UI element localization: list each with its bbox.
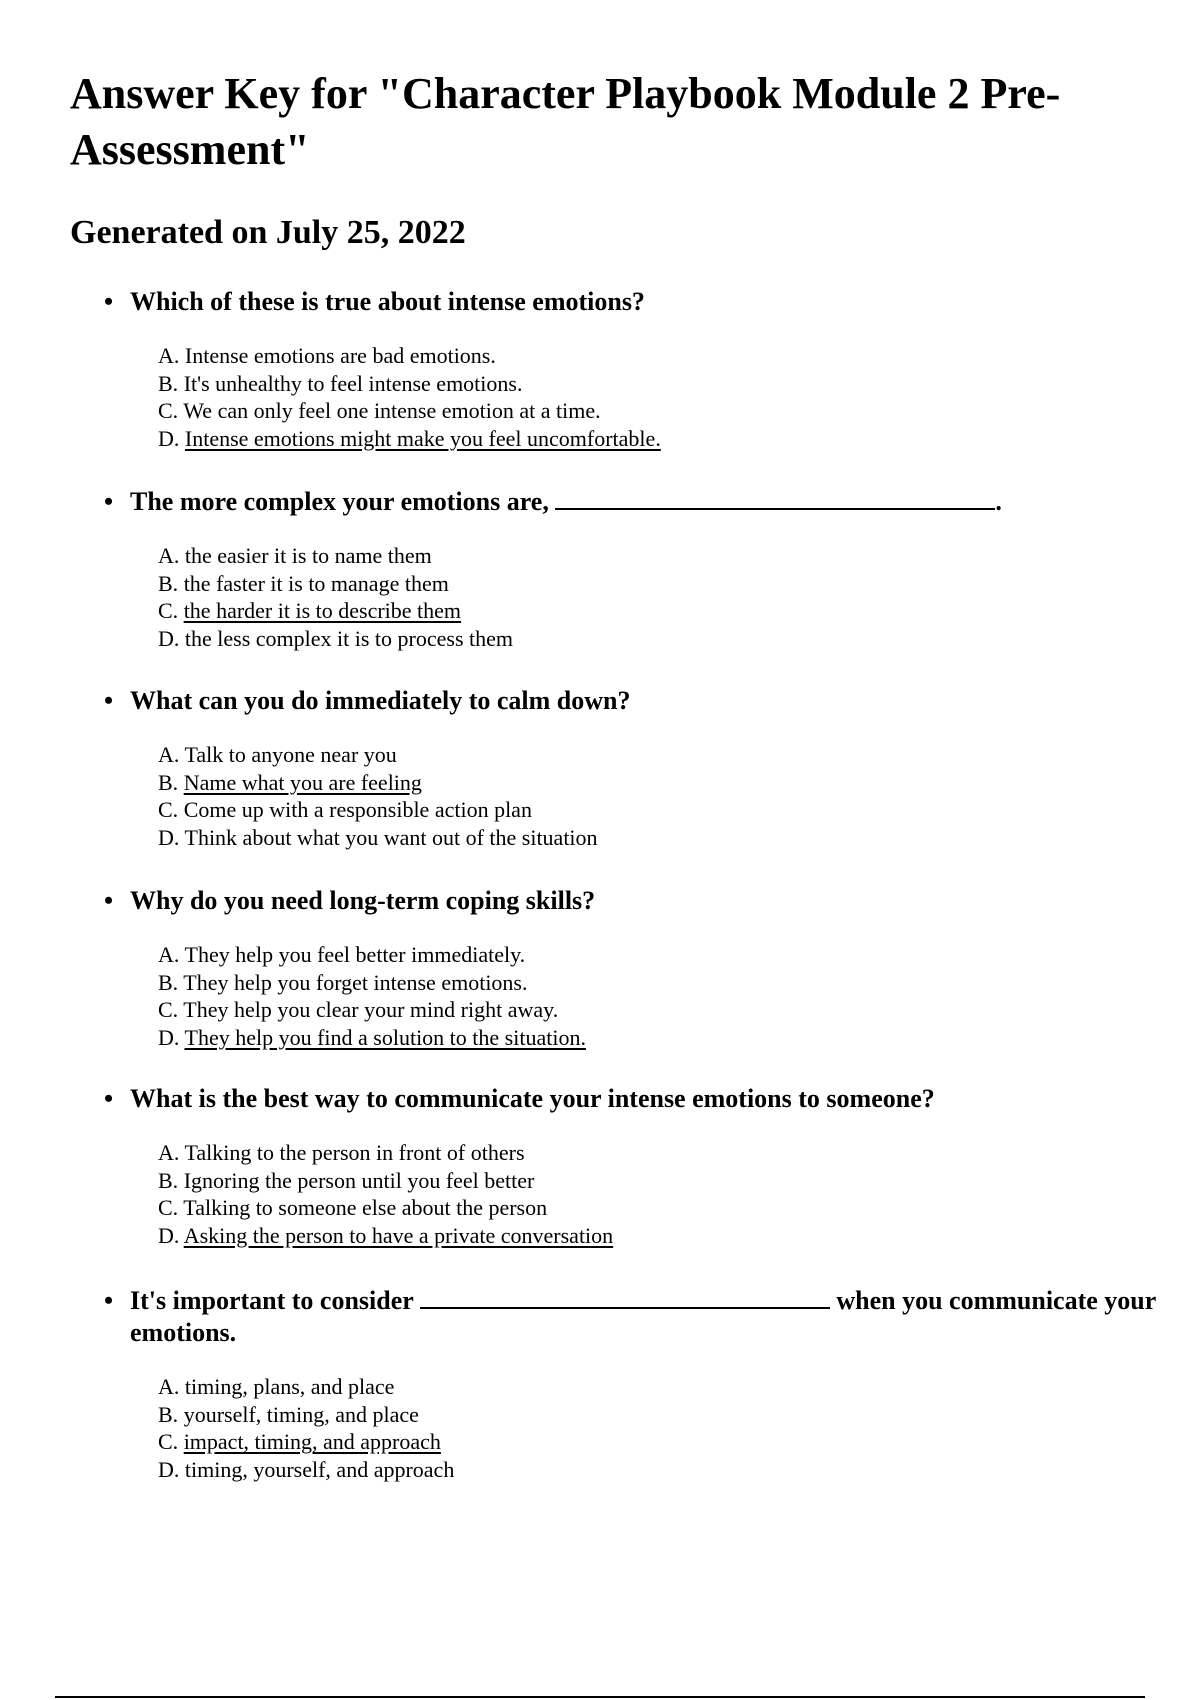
question-stem: Which of these is true about intense emotions? xyxy=(130,287,645,316)
option-text: It's unhealthy to feel intense emotions. xyxy=(183,370,523,396)
answer-option xyxy=(158,1401,454,1429)
answer-option xyxy=(158,769,598,797)
footer-divider xyxy=(55,1696,1145,1698)
answer-options xyxy=(158,741,598,851)
answer-option xyxy=(158,796,598,824)
answer-option xyxy=(158,1024,586,1052)
option-text: We can only feel one intense emotion at a time. xyxy=(183,398,601,423)
question-stem-text: It's important to consider xyxy=(130,1286,414,1315)
option-letter: C. xyxy=(158,797,179,822)
option-text: impact, timing, and approach xyxy=(183,1429,441,1454)
option-letter: D. xyxy=(158,824,180,850)
option-text: Talk to anyone near you xyxy=(184,742,397,767)
question-stem-text: The more complex your emotions are, xyxy=(130,487,549,516)
answer-options xyxy=(158,1373,454,1483)
option-text: timing, yourself, and approach xyxy=(184,1456,455,1482)
answer-option xyxy=(158,1139,613,1167)
option-text: Think about what you want out of the situation xyxy=(184,824,598,850)
option-text: Intense emotions are bad emotions. xyxy=(184,343,496,368)
option-letter: B. xyxy=(158,1401,179,1427)
answer-options xyxy=(158,342,661,452)
answer-option xyxy=(158,1428,454,1456)
option-letter: D. xyxy=(158,1024,180,1050)
question-stem xyxy=(130,1285,1170,1349)
page-title: Answer Key for "Character Playbook Module 2 Pre-Assessment" xyxy=(70,69,1061,174)
answer-option xyxy=(158,1222,613,1250)
answer-blank xyxy=(420,1285,830,1309)
option-text: They help you clear your mind right away. xyxy=(183,997,559,1022)
answer-option xyxy=(158,570,513,598)
answer-options xyxy=(158,941,586,1051)
option-text: yourself, timing, and place xyxy=(183,1401,419,1427)
answer-option xyxy=(158,1167,613,1195)
answer-options xyxy=(158,1139,613,1249)
option-letter: C. xyxy=(158,598,179,623)
answer-option xyxy=(158,425,661,453)
option-letter: A. xyxy=(158,543,180,568)
answer-option xyxy=(158,741,598,769)
option-text: They help you forget intense emotions. xyxy=(183,969,528,995)
answer-option xyxy=(158,542,513,570)
answer-option xyxy=(158,969,586,997)
option-text: Ignoring the person until you feel better xyxy=(183,1167,535,1193)
option-letter: A. xyxy=(158,1140,180,1165)
answer-option xyxy=(158,342,661,370)
answer-option xyxy=(158,1456,454,1484)
question-stem: Why do you need long-term coping skills? xyxy=(130,886,596,915)
question-stem-text: . xyxy=(995,487,1002,516)
option-text: They help you feel better immediately. xyxy=(184,942,526,967)
option-text: the easier it is to name them xyxy=(184,543,432,568)
answer-options xyxy=(158,542,513,652)
answer-option xyxy=(158,996,586,1024)
option-letter: B. xyxy=(158,370,179,396)
option-letter: B. xyxy=(158,969,179,995)
bullet-icon: • xyxy=(104,686,114,715)
option-letter: A. xyxy=(158,942,180,967)
option-text: the less complex it is to process them xyxy=(184,625,513,651)
option-text: They help you find a solution to the situation. xyxy=(184,1024,586,1050)
option-letter: D. xyxy=(158,425,180,451)
question-stem xyxy=(130,486,1170,518)
bullet-icon: • xyxy=(104,1084,114,1113)
question-stem: What can you do immediately to calm down? xyxy=(130,686,631,715)
bullet-icon: • xyxy=(104,886,114,915)
answer-option xyxy=(158,824,598,852)
option-text: Intense emotions might make you feel uncomfortable. xyxy=(184,425,661,451)
option-letter: C. xyxy=(158,398,179,423)
answer-option xyxy=(158,625,513,653)
option-text: Name what you are feeling xyxy=(183,769,422,795)
answer-option xyxy=(158,941,586,969)
option-text: Talking to someone else about the person xyxy=(183,1195,548,1220)
option-letter: D. xyxy=(158,1456,180,1482)
answer-blank xyxy=(555,486,995,510)
option-letter: A. xyxy=(158,742,180,767)
option-letter: C. xyxy=(158,1429,179,1454)
answer-option xyxy=(158,370,661,398)
option-text: Asking the person to have a private conversation xyxy=(183,1222,614,1248)
bullet-icon: • xyxy=(104,1286,114,1315)
option-letter: B. xyxy=(158,570,179,596)
option-letter: C. xyxy=(158,997,179,1022)
option-letter: D. xyxy=(158,625,180,651)
option-letter: A. xyxy=(158,1374,180,1399)
question-stem: What is the best way to communicate your intense emotions to someone? xyxy=(130,1084,935,1113)
answer-option xyxy=(158,397,661,425)
bullet-icon: • xyxy=(104,487,114,516)
bullet-icon: • xyxy=(104,287,114,316)
option-letter: D. xyxy=(158,1222,180,1248)
answer-option xyxy=(158,1373,454,1401)
answer-option xyxy=(158,1194,613,1222)
option-text: Come up with a responsible action plan xyxy=(183,797,532,822)
option-letter: B. xyxy=(158,1167,179,1193)
option-text: the harder it is to describe them xyxy=(183,598,462,623)
generated-date: Generated on July 25, 2022 xyxy=(70,214,466,251)
option-text: timing, plans, and place xyxy=(184,1374,395,1399)
option-letter: C. xyxy=(158,1195,179,1220)
option-text: Talking to the person in front of others xyxy=(184,1140,525,1165)
option-letter: A. xyxy=(158,343,180,368)
answer-option xyxy=(158,597,513,625)
option-text: the faster it is to manage them xyxy=(183,570,449,596)
question-stem-text: when you communicate your emotions. xyxy=(130,1286,1156,1347)
option-letter: B. xyxy=(158,769,179,795)
